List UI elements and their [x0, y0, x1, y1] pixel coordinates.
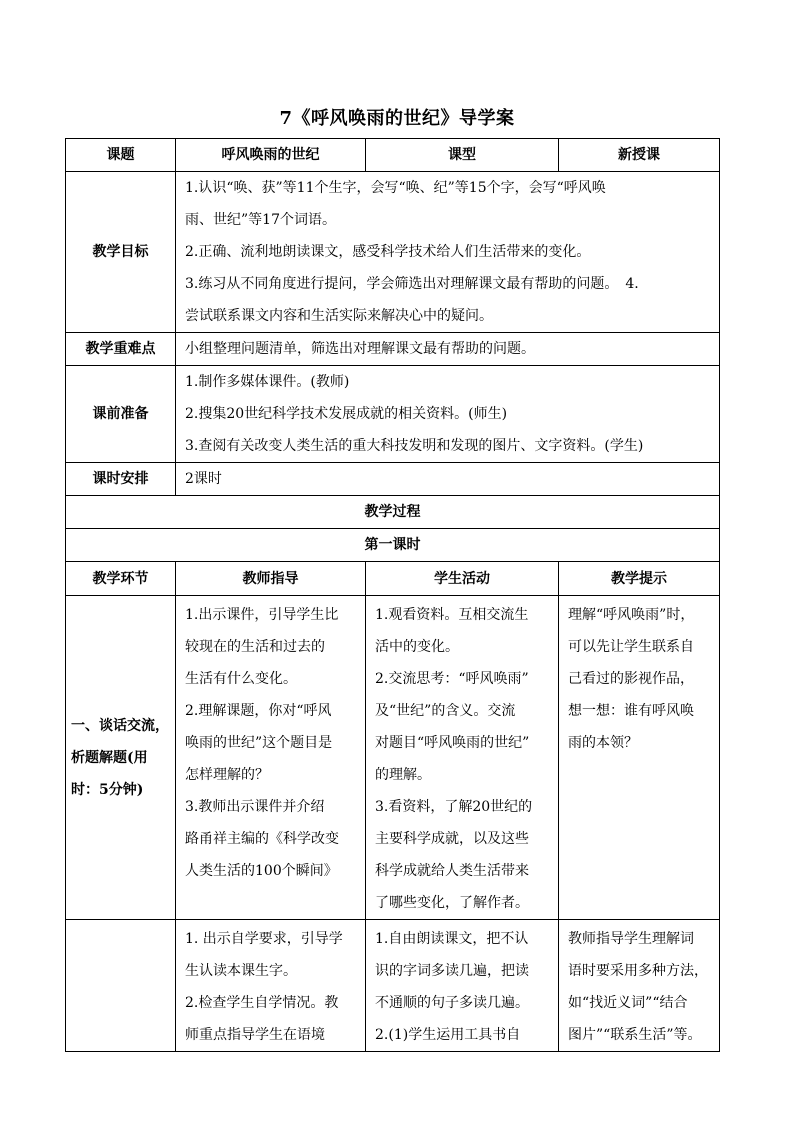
stage-line: 一、谈话交流， — [71, 717, 169, 734]
student-line: 2.交流思考：“呼风唤雨” — [375, 671, 529, 687]
column-header-row — [66, 562, 720, 596]
tip-line: 图片”“联系生活”等。 — [568, 1027, 702, 1043]
type-value: 新授课 — [559, 139, 720, 172]
schedule-row — [66, 463, 720, 496]
table-row — [66, 920, 720, 1052]
column-header: 学生活动 — [366, 562, 559, 596]
student-line: 1.观看资料。互相交流生 — [375, 607, 529, 623]
tip-line: 可以先让学生联系自 — [568, 639, 694, 655]
objectives-line: 2.正确、流利地朗读课文，感受科学技术给人们生活带来的变化。 — [185, 244, 591, 260]
teacher-line: 1.出示课件，引导学生比 — [185, 607, 339, 623]
page-title: 7《呼风唤雨的世纪》导学案 — [279, 108, 515, 129]
key-points-row — [66, 333, 720, 366]
preparation-line: 3.查阅有关改变人类生活的重大科技发明和发现的图片、文字资料。(学生) — [185, 438, 644, 454]
tip-line: 语时要采用多种方法， — [568, 963, 708, 979]
objectives-label: 教学目标 — [66, 172, 176, 333]
lesson-plan-table — [65, 138, 720, 1052]
key-points-text: 小组整理问题清单，筛选出对理解课文最有帮助的问题。 — [176, 333, 720, 366]
preparation-label: 课前准备 — [66, 366, 176, 463]
stage-line: 时：5分钟) — [71, 781, 144, 798]
tip-line: 教师指导学生理解词 — [568, 931, 694, 947]
objectives-row — [66, 172, 720, 333]
teacher-line: 唤雨的世纪”这个题目是 — [185, 735, 333, 751]
student-line: 不通顺的句子多读几遍。 — [375, 995, 529, 1011]
teacher-line: 怎样理解的？ — [185, 767, 269, 783]
process-title: 教学过程 — [66, 496, 720, 529]
student-line: 2.(1)学生运用工具书自 — [375, 1027, 521, 1043]
topic-value: 呼风唤雨的世纪 — [176, 139, 366, 172]
teacher-line: 2.理解课题，你对“呼风 — [185, 703, 332, 719]
tip-line: 己看过的影视作品， — [568, 671, 694, 687]
key-points-label: 教学重难点 — [66, 333, 176, 366]
teacher-line: 生活有什么变化。 — [185, 671, 297, 687]
topic-label: 课题 — [66, 139, 176, 172]
student-line: 科学成就给人类生活带来 — [375, 863, 529, 879]
objectives-line: 1.认识“唤、获”等11个生字，会写“唤、纪”等15个字，会写“呼风唤 — [185, 180, 606, 196]
preparation-line: 1.制作多媒体课件。(教师) — [185, 374, 350, 390]
teaching-tip-cell — [559, 920, 720, 1052]
type-label: 课型 — [366, 139, 559, 172]
teacher-guidance-cell — [176, 596, 366, 920]
topic-row — [66, 139, 720, 172]
student-line: 识的字词多读几遍，把读 — [375, 963, 529, 979]
objectives-line: 3.练习从不同角度进行提问，学会筛选出对理解课文最有帮助的问题。 4. — [185, 276, 639, 292]
schedule-label: 课时安排 — [66, 463, 176, 496]
objectives-line: 尝试联系课文内容和生活实际来解决心中的疑问。 — [185, 308, 493, 324]
student-line: 3.看资料，了解20世纪的 — [375, 799, 533, 815]
tip-line: 理解“呼风唤雨”时， — [568, 607, 695, 623]
lesson1-title: 第一课时 — [66, 529, 720, 562]
student-line: 1.自由朗读课文，把不认 — [375, 931, 529, 947]
student-line: 对题目“呼风唤雨的世纪” — [375, 735, 530, 751]
stage-line: 析题解题(用 — [71, 749, 148, 766]
stage-cell — [66, 920, 176, 1052]
student-line: 了哪些变化，了解作者。 — [375, 895, 529, 911]
column-header: 教学环节 — [66, 562, 176, 596]
tip-line: 想一想：谁有呼风唤 — [568, 703, 694, 719]
table-row — [66, 596, 720, 920]
teacher-line: 2.检查学生自学情况。教 — [185, 995, 339, 1011]
stage-cell — [66, 596, 176, 920]
column-header: 教师指导 — [176, 562, 366, 596]
teacher-line: 3.教师出示课件并介绍 — [185, 799, 325, 815]
column-header: 教学提示 — [559, 562, 720, 596]
teacher-line: 路甬祥主编的《科学改变 — [185, 831, 339, 847]
teacher-line: 1. 出示自学要求，引导学 — [185, 931, 343, 947]
teacher-guidance-cell — [176, 920, 366, 1052]
tip-line: 雨的本领？ — [568, 735, 638, 751]
student-activity-cell — [366, 920, 559, 1052]
student-line: 活中的变化。 — [375, 639, 459, 655]
schedule-value: 2课时 — [176, 463, 720, 496]
preparation-line: 2.搜集20世纪科学技术发展成就的相关资料。(师生) — [185, 406, 508, 422]
tip-line: 如“找近义词”“结合 — [568, 995, 688, 1011]
lesson1-title-row — [66, 529, 720, 562]
preparation-row — [66, 366, 720, 463]
student-activity-cell — [366, 596, 559, 920]
student-line: 的理解。 — [375, 767, 431, 783]
objectives-content — [176, 172, 720, 333]
process-title-row — [66, 496, 720, 529]
teaching-tip-cell — [559, 596, 720, 920]
teacher-line: 师重点指导学生在语境 — [185, 1027, 325, 1043]
objectives-line: 雨、世纪”等17个词语。 — [185, 212, 336, 228]
student-line: 及“世纪”的含义。交流 — [375, 703, 516, 719]
teacher-line: 生认读本课生字。 — [185, 963, 297, 979]
teacher-line: 较现在的生活和过去的 — [185, 639, 325, 655]
student-line: 主要科学成就，以及这些 — [375, 831, 529, 847]
teacher-line: 人类生活的100个瞬间》 — [185, 863, 338, 879]
preparation-content — [176, 366, 720, 463]
